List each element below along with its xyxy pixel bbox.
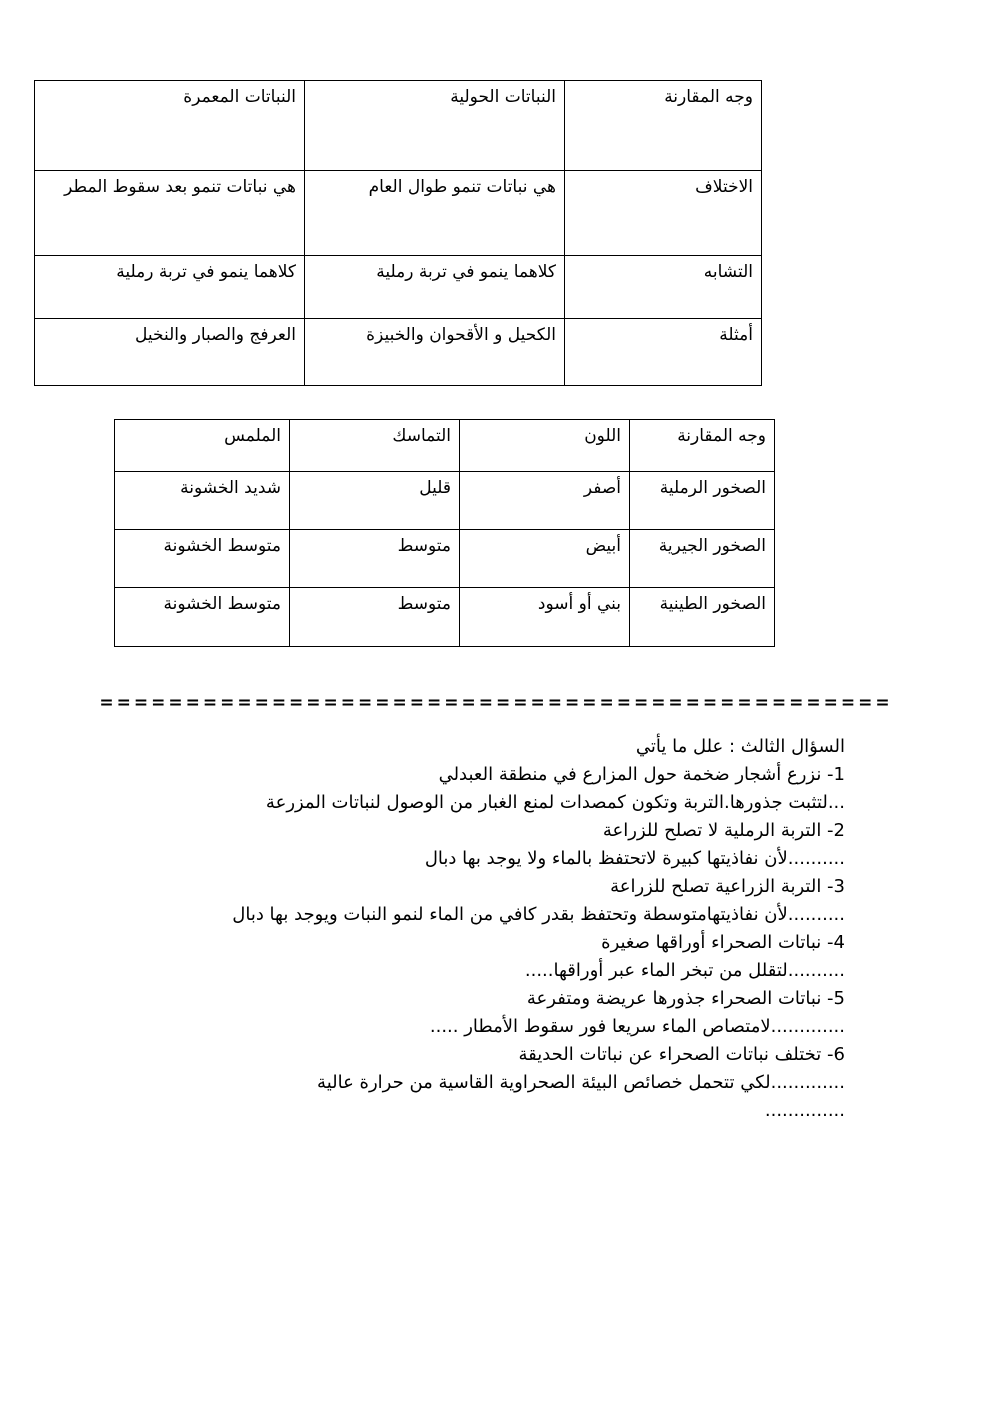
table-row (35, 171, 762, 256)
table-header-cell: الملمس (115, 420, 290, 472)
table-header-cell: النباتات الحولية (305, 81, 565, 171)
table-cell: الكحيل و الأقحوان والخبيزة (305, 319, 565, 386)
table-row (35, 256, 762, 319)
table-cell: أصفر (460, 472, 630, 530)
separator-line: ============================================== (99, 693, 893, 713)
table-row (115, 420, 775, 472)
table-cell: كلاهما ينمو في تربة رملية (35, 256, 305, 319)
plants-comparison-table (34, 80, 762, 386)
table-header-cell: النباتات المعمرة (35, 81, 305, 171)
questions-section (0, 733, 992, 1125)
question-text: 6- تختلف نباتات الصحراء عن نباتات الحديقة (518, 1044, 845, 1065)
table-cell: متوسط الخشونة (115, 588, 290, 647)
table-cell: الصخور الجيرية (630, 530, 775, 588)
table-header-cell: اللون (460, 420, 630, 472)
table-cell: أمثلة (565, 319, 762, 386)
answer-text: .............لامتصاص الماء سريعا فور سقوط الأمطار ..... (429, 1016, 845, 1037)
trailing-dots: .............. (764, 1100, 845, 1121)
table-cell: متوسط (290, 530, 460, 588)
table-cell: الاختلاف (565, 171, 762, 256)
table-row (35, 319, 762, 386)
table-header-cell: وجه المقارنة (565, 81, 762, 171)
table-cell: الصخور الرملية (630, 472, 775, 530)
question-text: 4- نباتات الصحراء أوراقها صغيرة (601, 932, 845, 953)
rocks-comparison-table (114, 419, 775, 647)
table-row (115, 472, 775, 530)
table-cell: قليل (290, 472, 460, 530)
table-row (115, 588, 775, 647)
answer-text: ...لتثبت جذورها.التربة وتكون كمصدات لمنع الغبار من الوصول لنباتات المزرعة (265, 792, 845, 813)
table-row (115, 530, 775, 588)
table-cell: هي نباتات تنمو طوال العام (305, 171, 565, 256)
question-text: 1- نزرع أشجار ضخمة حول المزارع في منطقة العبدلي (438, 764, 845, 785)
table-cell: متوسط الخشونة (115, 530, 290, 588)
table-cell: الصخور الطينية (630, 588, 775, 647)
table-cell: كلاهما ينمو في تربة رملية (305, 256, 565, 319)
question-text: 2- التربة الرملية لا تصلح للزراعة (602, 820, 845, 841)
table-row (35, 81, 762, 171)
table-cell: التشابه (565, 256, 762, 319)
section-title: السؤال الثالث : علل ما يأتي (635, 736, 845, 757)
answer-text: .............لكي تتحمل خصائص البيئة الصحراوية القاسية من حرارة عالية (317, 1072, 845, 1093)
question-text: 3- التربة الزراعية تصلح للزراعة (610, 876, 845, 897)
table-cell: بني أو أسود (460, 588, 630, 647)
table-cell: العرفج والصبار والنخيل (35, 319, 305, 386)
question-text: 5- نباتات الصحراء جذورها عريضة ومتفرعة (526, 988, 845, 1009)
table-header-cell: التماسك (290, 420, 460, 472)
table-cell: شديد الخشونة (115, 472, 290, 530)
answer-text: ..........لأن نفاذيتها كبيرة لاتحتفظ بالماء ولا يوجد بها دبال (424, 848, 845, 869)
table-header-cell: وجه المقارنة (630, 420, 775, 472)
table-cell: هي نباتات تنمو بعد سقوط المطر (35, 171, 305, 256)
answer-text: ..........لتقلل من تبخر الماء عبر أوراقها..... (524, 960, 845, 981)
answer-text: ..........لأن نفاذيتهامتوسطة وتحتفظ بقدر كافي من الماء لنمو النبات ويوجد بها دبال (232, 904, 845, 925)
table-cell: أبيض (460, 530, 630, 588)
table-cell: متوسط (290, 588, 460, 647)
